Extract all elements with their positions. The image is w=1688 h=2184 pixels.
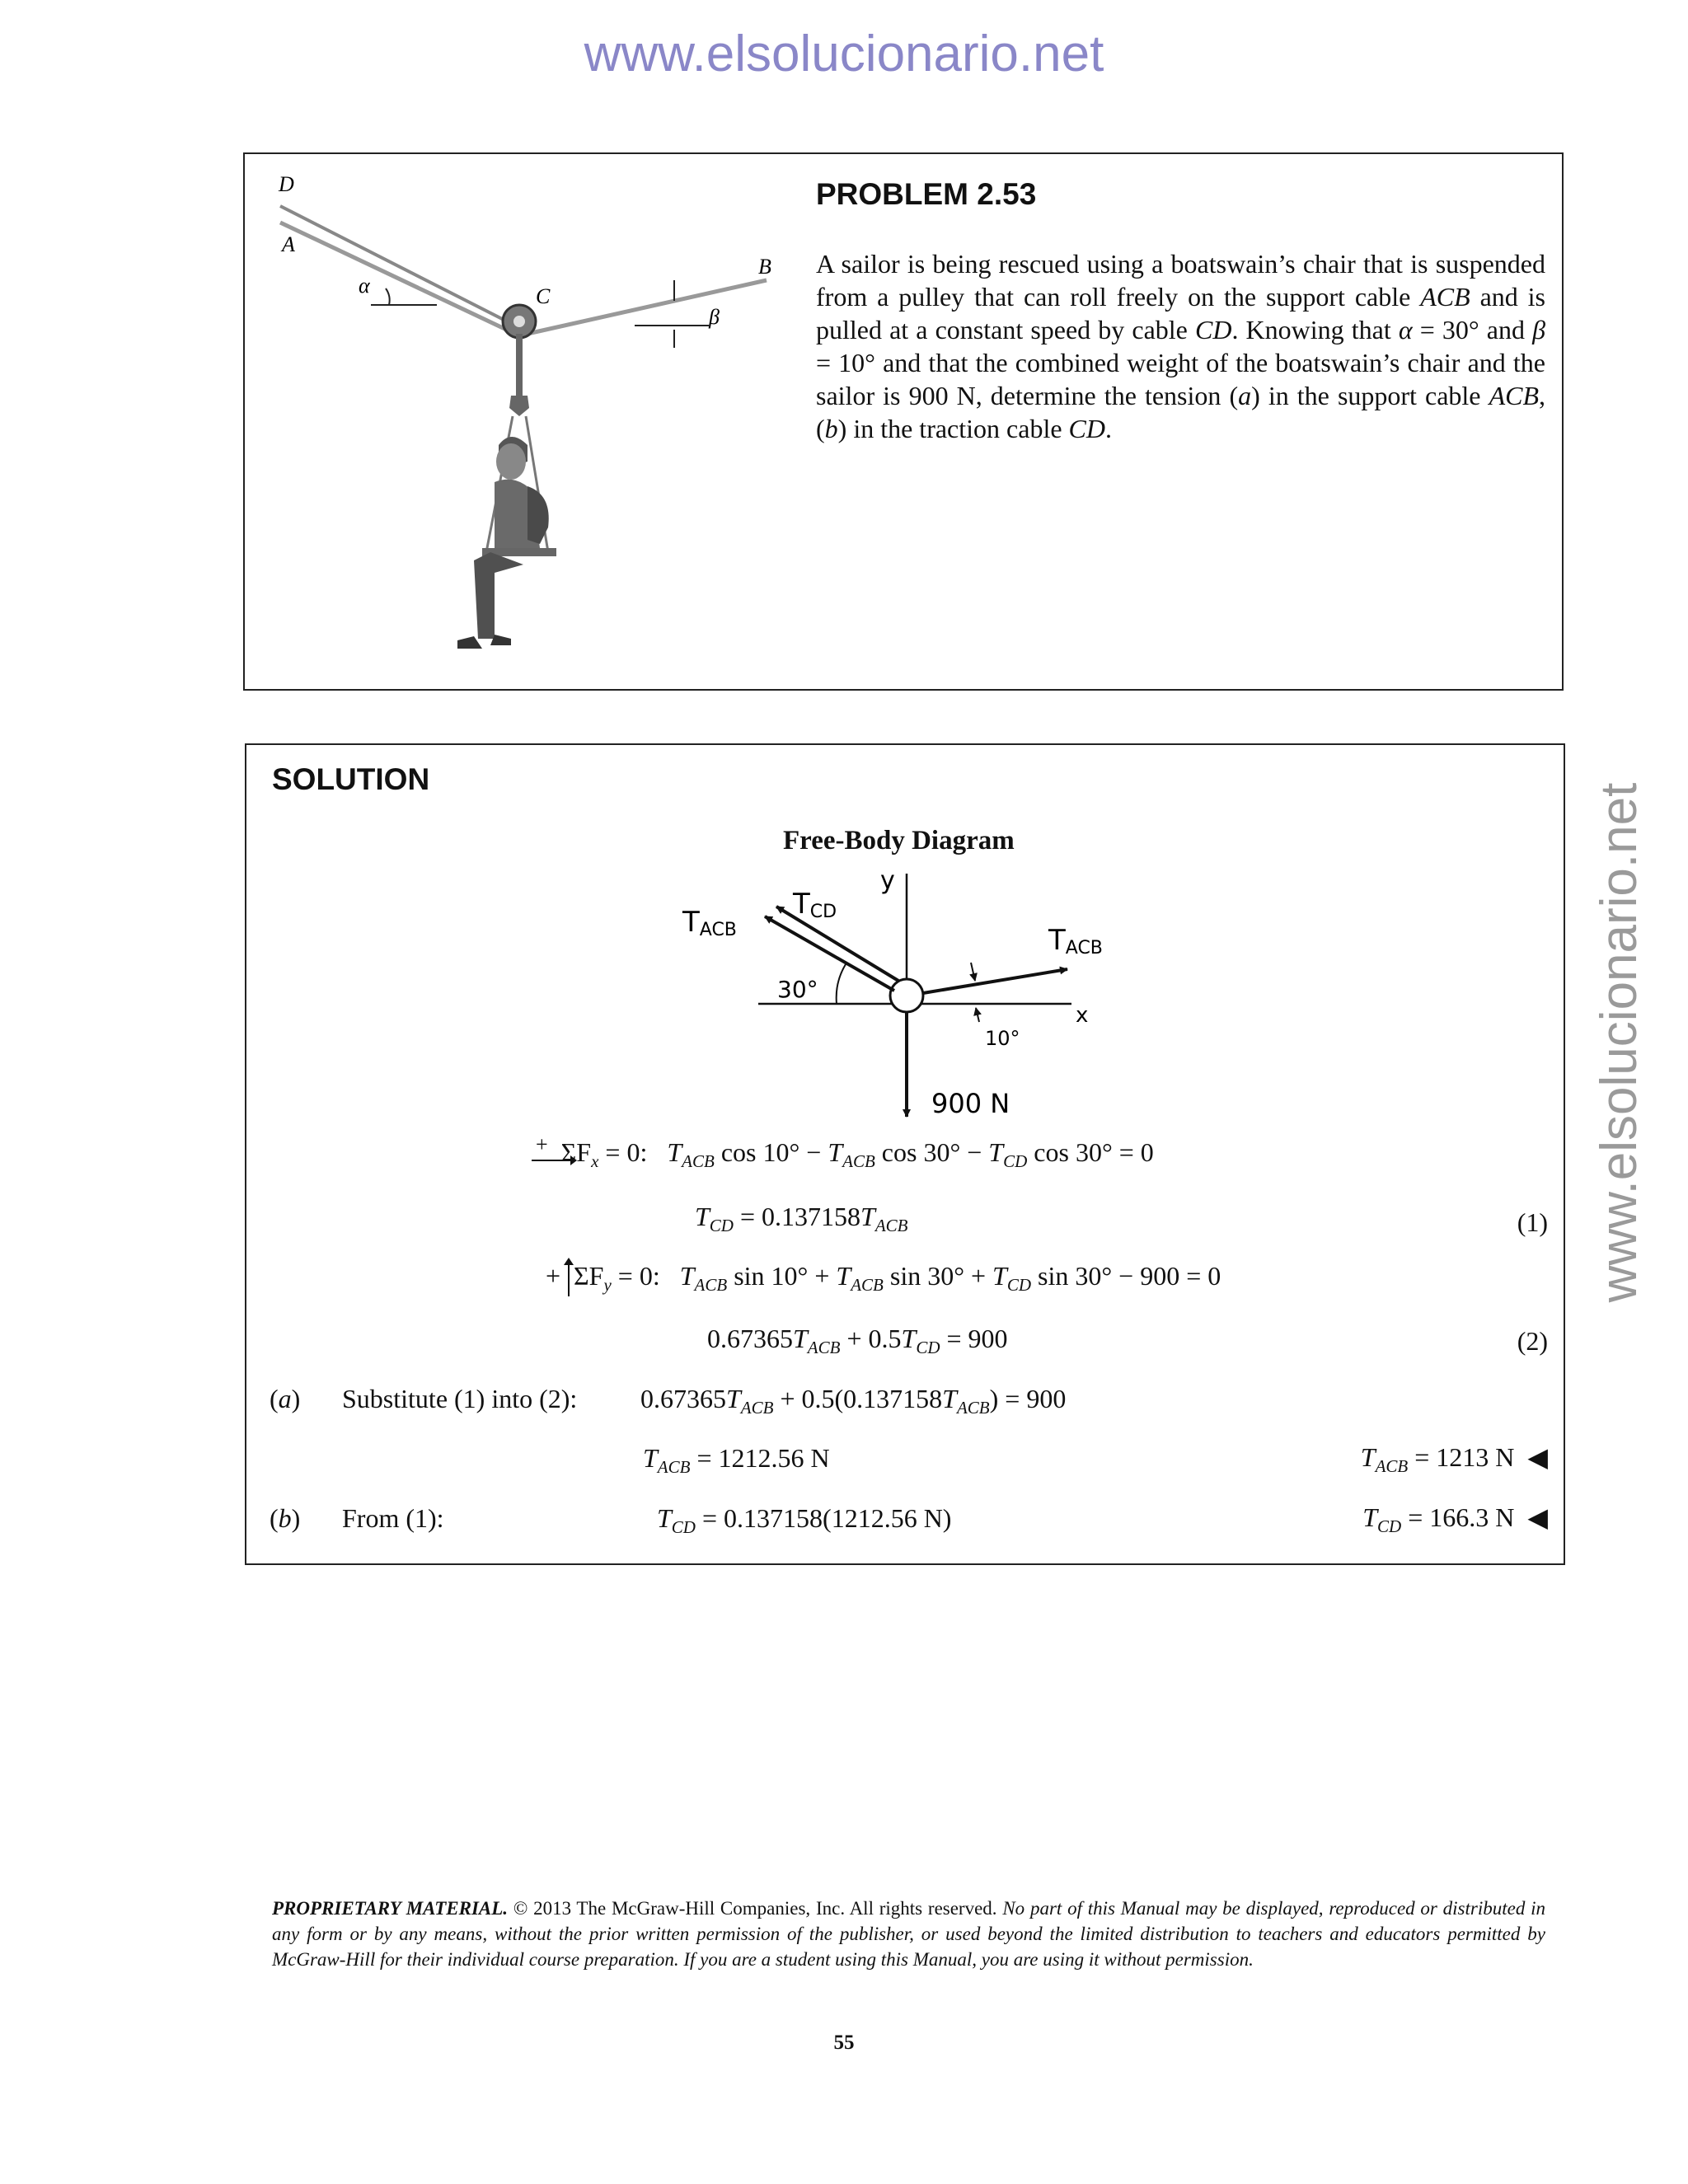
fbd-label-tacb-left: TACB xyxy=(682,906,737,940)
equation-number-1: (1) xyxy=(1517,1207,1548,1237)
equation-sum-fx: + $\Sigma F_x = 0$: $T_{ACB}$ $\cos 10^\circ - T_{ACB}$ $\cos 30^\circ - T_{CD}$ cos 30° = 0 xyxy=(536,1132,1154,1171)
answer-marker-b: ◀ xyxy=(1527,1502,1548,1532)
equation-tcd-relation: $T_{CD} = 0.137158T_{ACB}$ xyxy=(695,1202,908,1235)
part-b-answer: $T_{CD} = 166.3$ N ◀ xyxy=(1362,1502,1548,1536)
problem-title: PROBLEM 2.53 xyxy=(816,177,1037,211)
angle-10-tick-top xyxy=(971,963,975,981)
alpha-arc xyxy=(386,288,390,305)
hook xyxy=(509,396,529,416)
particle-c xyxy=(890,979,923,1012)
part-b-description: From (1): xyxy=(342,1503,444,1533)
part-a-equation: $0.67365T_{ACB} + 0.5(0.137158T_{ACB}) = 900$ xyxy=(640,1384,1067,1418)
fbd-label-tacb-right: TACB xyxy=(1048,924,1103,958)
part-a-label: (a) xyxy=(270,1384,301,1413)
fbd-label-tcd: TCD xyxy=(793,888,837,922)
solution-title: SOLUTION xyxy=(272,762,430,796)
label-c: C xyxy=(536,284,551,308)
tacb-right-arrow xyxy=(923,969,1067,993)
label-a: A xyxy=(282,232,295,256)
problem-figure xyxy=(264,165,791,676)
angle-30-arc xyxy=(837,964,846,1004)
equation-combined: $0.67365T_{ACB} + 0.5T_{CD} = 900$ xyxy=(707,1324,1008,1357)
sailor-illustration xyxy=(457,416,556,649)
fbd-title: Free-Body Diagram xyxy=(783,826,1015,855)
label-b: B xyxy=(758,255,771,279)
pulley-strap xyxy=(516,334,523,396)
part-a-description: Substitute (1) into (2): xyxy=(342,1384,578,1413)
cable-cd xyxy=(280,206,515,326)
label-alpha: α xyxy=(359,274,370,298)
equation-number-2: (2) xyxy=(1517,1326,1548,1356)
fbd-label-10: 10° xyxy=(985,1027,1020,1050)
cable-ac xyxy=(280,223,515,334)
label-beta: β xyxy=(709,305,720,329)
part-a-result: $T_{ACB} = 1212.56$ N xyxy=(643,1443,830,1477)
part-b-label: (b) xyxy=(270,1503,301,1533)
label-d: D xyxy=(279,172,294,196)
answer-marker-a: ◀ xyxy=(1527,1442,1548,1472)
angle-10-tick-bottom xyxy=(976,1008,979,1022)
fbd-label-x: x xyxy=(1076,1003,1089,1028)
fbd-label-y: y xyxy=(880,866,895,895)
copyright-footer: PROPRIETARY MATERIAL. © 2013 The McGraw-Hill Companies, Inc. All rights reserved. No part of this Manual may be displayed, reproduced or distributed in any form or by any means, without the prior written permission of the publisher, or used beyond the limited distribution to teachers and educators permitted by McGraw-Hill for their individual course preparation. If you are a student using this Manual, you are using it without permission. xyxy=(272,1898,1545,1970)
watermark-top: www.elsolucionario.net xyxy=(584,26,1104,82)
equation-sum-fy: + $\Sigma F_y = 0$: $T_{ACB}$ $\sin 10^\circ + T_{ACB}$ $\sin 30^\circ + T_{CD}$ sin 30° − 900 = 0 xyxy=(546,1261,1221,1295)
part-a-answer: $T_{ACB} = 1213$ N ◀ xyxy=(1360,1442,1548,1476)
watermark-side: www.elsolucionario.net xyxy=(1591,782,1648,1303)
page-number: 55 xyxy=(833,2032,855,2054)
fbd-label-900n: 900 N xyxy=(931,1088,1010,1119)
pulley-hub xyxy=(513,316,525,327)
fbd-label-30: 30° xyxy=(777,976,818,1003)
problem-text: A sailor is being rescued using a boatswain’s chair that is suspended from a pulley that can roll freely on the support cable ACB and is pulled at a constant speed by cable CD. Knowing that α = 30° and β = 10° and that the combined weight of the boatswain’s chair and the sailor is 900 N, determine the tension (a) in the support cable ACB, (b) in the traction cable CD. xyxy=(816,249,1546,443)
free-body-diagram xyxy=(659,857,1170,1129)
part-b-equation: $T_{CD} = 0.137158(1212.56$ N) xyxy=(657,1503,952,1537)
